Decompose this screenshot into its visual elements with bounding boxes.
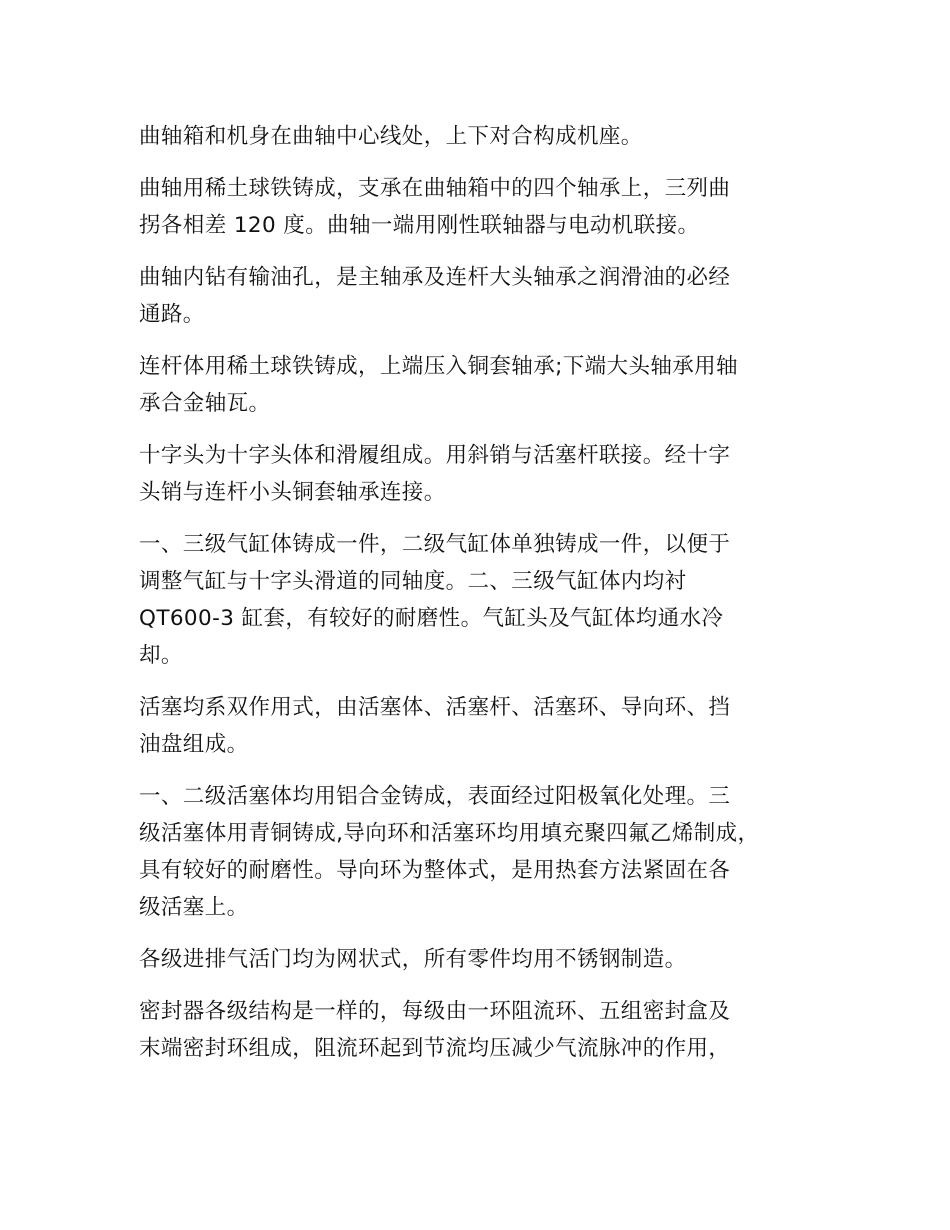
document-body <box>139 118 819 1082</box>
text-line: QT600-3 缸套，有较好的耐磨性。气缸头及气缸体均通水冷 <box>139 606 724 631</box>
paragraph-piston-body <box>139 778 819 926</box>
text-line: 通路。 <box>139 302 205 327</box>
text-line: 级活塞体用青铜铸成,导向环和活塞环均用填充聚四氟乙烯制成， <box>139 821 760 846</box>
text-line: 密封器各级结构是一样的，每级由一环阻流环、五组密封盒及 <box>139 999 731 1024</box>
text-line: 具有较好的耐磨性。导向环为整体式，是用热套方法紧固在各 <box>139 858 731 883</box>
text-line: 一、二级活塞体均用铝合金铸成，表面经过阳极氧化处理。三 <box>139 784 731 809</box>
text-line: 活塞均系双作用式，由活塞体、活塞杆、活塞环、导向环、挡 <box>139 695 731 720</box>
paragraph-oil-hole <box>139 259 819 333</box>
paragraph-crosshead <box>139 437 819 511</box>
paragraph-cylinder <box>139 526 819 674</box>
paragraph-crankshaft <box>139 170 819 244</box>
paragraph-seal <box>139 993 819 1067</box>
paragraph-crankcase-frame <box>139 118 819 155</box>
text-line: 一、三级气缸体铸成一件，二级气缸体单独铸成一件，以便于 <box>139 532 731 557</box>
text-line: 各级进排气活门均为网状式，所有零件均用不锈钢制造。 <box>139 947 687 972</box>
text-line: 十字头为十字头体和滑履组成。用斜销与活塞杆联接。经十字 <box>139 443 731 468</box>
text-line: 头销与连杆小头铜套轴承连接。 <box>139 480 446 505</box>
text-line: 级活塞上。 <box>139 895 249 920</box>
text-line: 油盘组成。 <box>139 732 249 757</box>
paragraph-valves <box>139 941 819 978</box>
text-line: 末端密封环组成，阻流环起到节流均压减少气流脉冲的作用， <box>139 1036 731 1061</box>
paragraph-connecting-rod <box>139 348 819 422</box>
paragraph-piston <box>139 689 819 763</box>
text-line: 连杆体用稀土球铁铸成，上端压入铜套轴承;下端大头轴承用轴 <box>139 354 738 379</box>
text-line: 拐各相差 120 度。曲轴一端用刚性联轴器与电动机联接。 <box>139 213 700 238</box>
text-line: 承合金轴瓦。 <box>139 391 271 416</box>
text-line: 曲轴内钻有输油孔，是主轴承及连杆大头轴承之润滑油的必经 <box>139 265 731 290</box>
text-line: 调整气缸与十字头滑道的同轴度。二、三级气缸体内均衬 <box>139 569 687 594</box>
text-line: 曲轴用稀土球铁铸成，支承在曲轴箱中的四个轴承上，三列曲 <box>139 176 731 201</box>
text-line: 却。 <box>139 643 183 668</box>
text-line: 曲轴箱和机身在曲轴中心线处，上下对合构成机座。 <box>139 124 643 149</box>
